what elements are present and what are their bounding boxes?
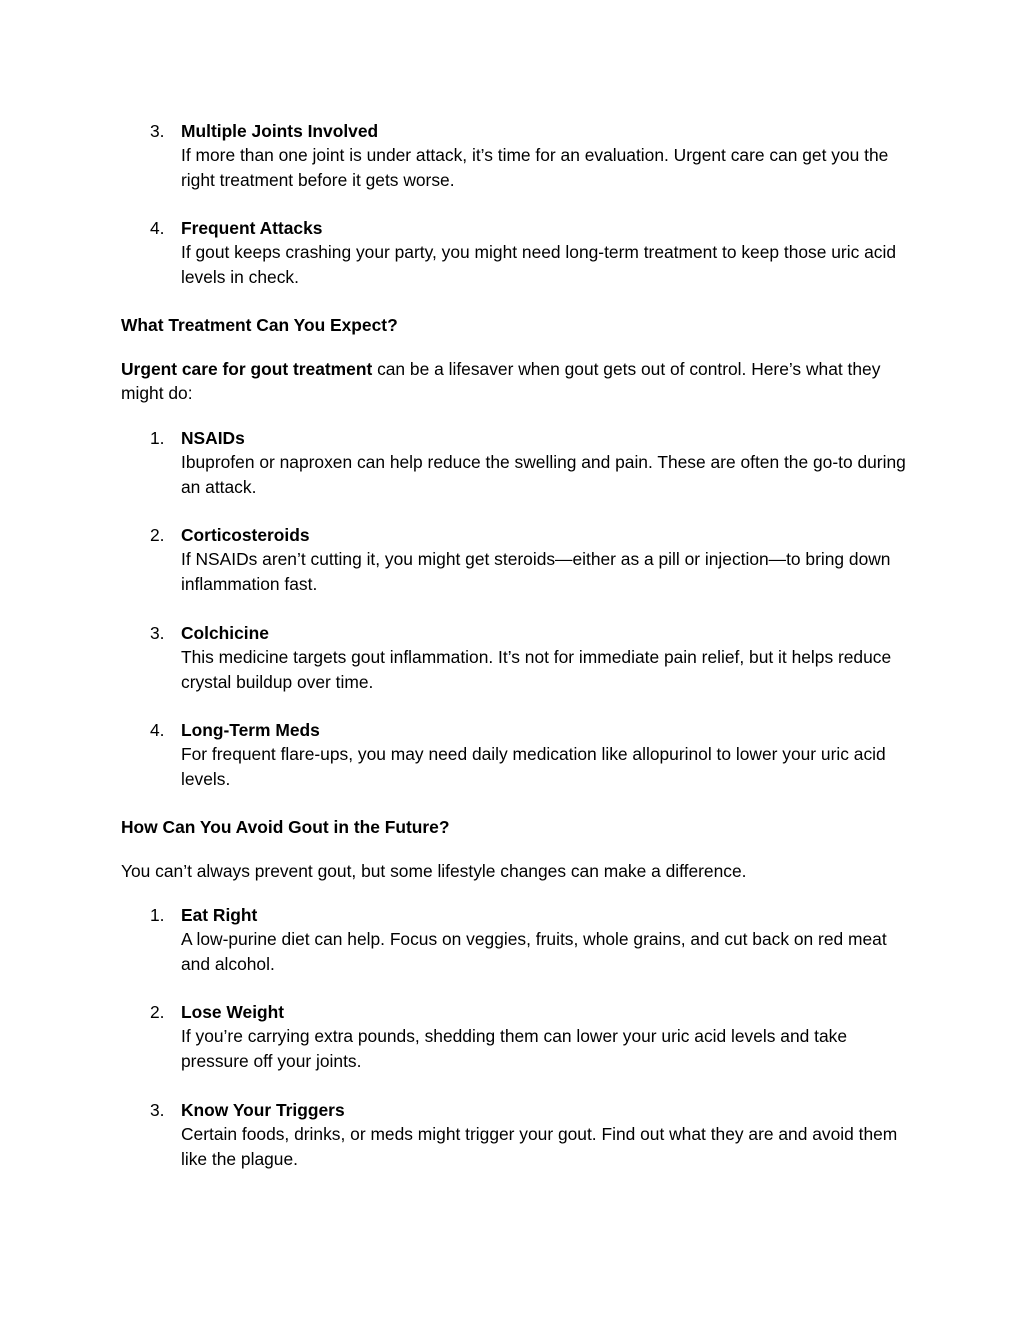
list-item-description: Certain foods, drinks, or meds might trigger your gout. Find out what they are and avoid them like the plague. <box>181 1124 898 1169</box>
list-item-description: If more than one joint is under attack, it’s time for an evaluation. Urgent care can get you the right treatment before it gets worse. <box>181 145 889 190</box>
list-item-title: Corticosteroids <box>181 525 310 545</box>
treatment-intro-bold: Urgent care for gout treatment <box>121 359 373 379</box>
list-item-description: If you’re carrying extra pounds, shedding them can lower your uric acid levels and take pressure off your joints. <box>181 1026 848 1071</box>
treatment-intro-paragraph <box>121 357 906 406</box>
section-heading-avoid: How Can You Avoid Gout in the Future? <box>121 817 450 837</box>
list-item-description: If NSAIDs aren’t cutting it, you might get steroids—either as a pill or injection—to bring down inflammation fast. <box>181 549 891 594</box>
treatment-intro-text: can be a lifesaver when gout gets out of control. Here’s what they might do: <box>121 359 881 404</box>
section-heading-treatment: What Treatment Can You Expect? <box>121 315 398 335</box>
list-number: 1. <box>150 905 165 925</box>
list-item-description: If gout keeps crashing your party, you might need long-term treatment to keep those uric acid levels in check. <box>181 242 897 287</box>
list-number: 3. <box>150 1100 165 1120</box>
list-item-description: A low-purine diet can help. Focus on veggies, fruits, whole grains, and cut back on red meat and alcohol. <box>181 929 887 974</box>
list-item-description: This medicine targets gout inflammation. It’s not for immediate pain relief, but it helps reduce crystal buildup over time. <box>181 647 892 692</box>
list-item-title: Know Your Triggers <box>181 1100 345 1120</box>
list-number: 2. <box>150 1002 165 1022</box>
list-item-title: Lose Weight <box>181 1002 285 1022</box>
list-number: 1. <box>150 428 165 448</box>
list-item-title: Long-Term Meds <box>181 720 320 740</box>
list-number: 4. <box>150 720 165 740</box>
list-item-description: Ibuprofen or naproxen can help reduce the swelling and pain. These are often the go-to during an attack. <box>181 452 906 497</box>
list-number: 2. <box>150 525 165 545</box>
list-item-title: Multiple Joints Involved <box>181 121 379 141</box>
list-number: 4. <box>150 218 165 238</box>
list-number: 3. <box>150 623 165 643</box>
list-item-title: NSAIDs <box>181 428 245 448</box>
list-item-title: Eat Right <box>181 905 258 925</box>
list-number: 3. <box>150 121 165 141</box>
list-item-title: Frequent Attacks <box>181 218 323 238</box>
avoid-intro-paragraph: You can’t always prevent gout, but some lifestyle changes can make a difference. <box>121 861 747 881</box>
list-item-title: Colchicine <box>181 623 269 643</box>
list-item-description: For frequent flare-ups, you may need daily medication like allopurinol to lower your uric acid levels. <box>181 744 886 789</box>
